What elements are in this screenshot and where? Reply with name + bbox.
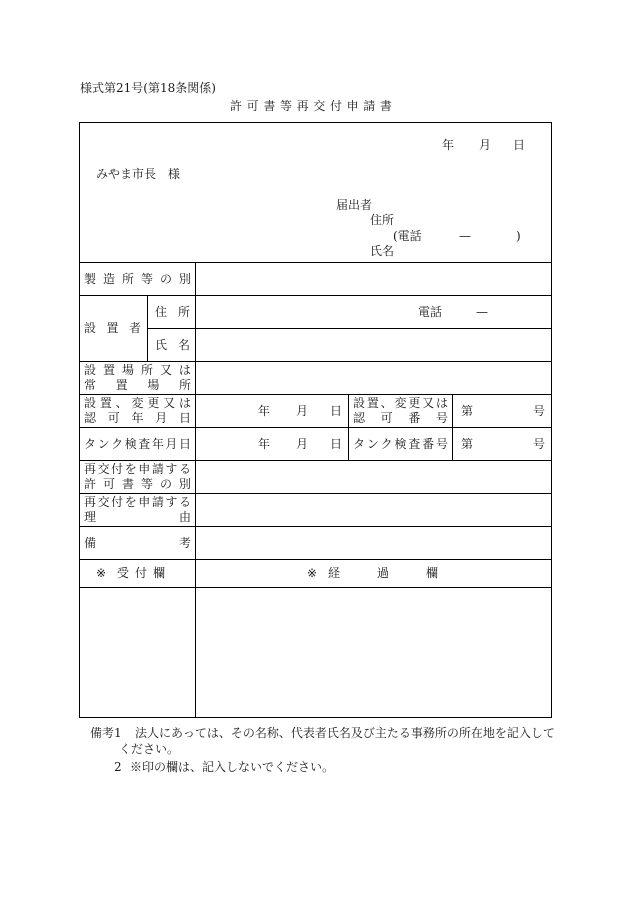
- tank-date-day-label: 日: [330, 437, 343, 451]
- permit-number-label-line2: [353, 411, 448, 426]
- label-glyph: 付: [111, 462, 124, 476]
- facility-type-label-cell: [79, 262, 196, 296]
- applicant-label: 届出者: [336, 198, 373, 212]
- label-glyph: 交: [97, 495, 110, 509]
- facility-type-label: [84, 272, 191, 287]
- label-glyph: を: [124, 495, 137, 509]
- addressee: みやま市長 様: [96, 167, 181, 181]
- installer-label: [84, 321, 141, 336]
- label-glyph: 検: [124, 436, 137, 451]
- progress-box: [195, 587, 552, 718]
- reissue-reason-field: [195, 493, 552, 527]
- permit-number-suffix: 号: [533, 404, 546, 418]
- reissue-reason-label-line1: [84, 495, 191, 510]
- label-glyph: 年: [131, 411, 144, 425]
- label-glyph: 設: [84, 396, 97, 410]
- label-glyph: 、: [115, 396, 128, 410]
- note1-number: 備考1: [90, 726, 122, 740]
- label-glyph: 請: [363, 99, 376, 113]
- label-glyph: 号: [435, 436, 448, 451]
- progress-header-cell: [195, 559, 552, 588]
- label-glyph: 又: [159, 363, 172, 377]
- tank-date-label: [84, 437, 191, 452]
- label-glyph: タ: [84, 436, 97, 451]
- installer-address-label: [155, 305, 190, 320]
- label-glyph: 又: [163, 396, 176, 410]
- permit-date-day-label: 日: [330, 404, 343, 418]
- remarks-label-cell: [79, 526, 196, 560]
- tank-date-month-label: 月: [296, 437, 309, 451]
- label-glyph: 検: [394, 436, 407, 451]
- label-glyph: 住: [155, 304, 168, 319]
- date-day-label: 日: [513, 138, 526, 152]
- progress-mark: ※: [307, 566, 318, 580]
- label-glyph: 常: [84, 378, 97, 392]
- progress-label: [328, 566, 438, 580]
- permit-number-label-cell: [348, 394, 453, 428]
- installer-name-label-cell: [147, 328, 196, 362]
- permit-number-field: [452, 394, 552, 428]
- label-glyph: の: [159, 477, 172, 491]
- permit-number-label-line1: [353, 396, 448, 411]
- label-glyph: 許: [230, 99, 243, 113]
- label-glyph: 号: [435, 411, 448, 425]
- label-glyph: 申: [138, 495, 151, 509]
- tank-number-prefix: 第: [461, 437, 474, 451]
- label-glyph: 所: [177, 304, 190, 319]
- label-glyph: 設: [84, 363, 97, 377]
- permit-date-year-label: 年: [258, 404, 271, 418]
- applicant-phone-dash: —: [459, 229, 471, 243]
- label-glyph: 過: [376, 566, 389, 580]
- label-glyph: 場: [121, 363, 134, 377]
- label-glyph: 置: [99, 396, 112, 410]
- label-glyph: 認: [353, 411, 366, 425]
- installer-phone-dash: —: [476, 305, 488, 319]
- label-glyph: 置: [102, 363, 115, 377]
- reissue-document-label-cell: [79, 460, 196, 494]
- label-glyph: ク: [380, 436, 393, 451]
- label-glyph: 考: [178, 535, 191, 550]
- reception-header-cell: [79, 559, 196, 588]
- permit-date-label-cell: [79, 394, 196, 428]
- label-glyph: 認: [84, 411, 97, 425]
- installer-address-field: [195, 295, 552, 329]
- reissue-reason-label-line2: [84, 510, 191, 525]
- label-glyph: 別: [178, 477, 191, 491]
- header-section: [79, 122, 552, 263]
- tank-date-label-cell: [79, 427, 196, 461]
- tank-date-field: [195, 427, 349, 461]
- label-glyph: 変: [394, 396, 407, 410]
- label-glyph: 書: [263, 99, 276, 113]
- label-glyph: 交: [97, 462, 110, 476]
- label-glyph: 等: [140, 477, 153, 491]
- label-glyph: 番: [408, 411, 421, 425]
- label-glyph: タ: [353, 436, 366, 451]
- label-glyph: る: [178, 462, 191, 476]
- reissue-document-label-line1: [84, 462, 191, 477]
- applicant-name-label: 氏名: [370, 244, 395, 258]
- permit-number-prefix: 第: [461, 404, 474, 418]
- label-glyph: 再: [296, 99, 309, 113]
- location-label-cell: [79, 361, 196, 395]
- label-glyph: 可: [380, 411, 393, 425]
- label-glyph: す: [165, 495, 178, 509]
- label-glyph: 更: [408, 396, 421, 410]
- label-glyph: 等: [140, 271, 153, 286]
- label-glyph: 番: [422, 436, 435, 451]
- tank-number-suffix: 号: [533, 437, 546, 451]
- label-glyph: 由: [178, 510, 191, 524]
- label-glyph: 欄: [425, 566, 438, 580]
- tank-date-year-label: 年: [258, 437, 271, 451]
- label-glyph: る: [178, 495, 191, 509]
- label-glyph: の: [159, 271, 172, 286]
- label-glyph: 請: [151, 462, 164, 476]
- tank-number-label-cell: [348, 427, 453, 461]
- permit-date-label-line2: [84, 411, 191, 426]
- label-glyph: 場: [147, 378, 160, 392]
- form-number: 様式第21号(第18条関係): [80, 81, 216, 95]
- label-glyph: 書: [379, 99, 392, 113]
- location-label-line2: [84, 378, 191, 393]
- note1-line1: 法人にあっては、その名称、代表者氏名及び主たる事務所の所在地を記入して: [135, 726, 555, 740]
- tank-number-label: [353, 437, 448, 452]
- remarks-field: [195, 526, 552, 560]
- label-glyph: 製: [84, 271, 97, 286]
- reception-label: [117, 566, 165, 580]
- label-glyph: ク: [111, 436, 124, 451]
- label-glyph: 所: [140, 363, 153, 377]
- reception-mark: ※: [96, 566, 107, 580]
- label-glyph: 申: [346, 99, 359, 113]
- label-glyph: す: [165, 462, 178, 476]
- reception-box: [79, 587, 196, 718]
- date-year-label: 年: [442, 138, 455, 152]
- installer-name-field: [195, 328, 552, 362]
- label-glyph: 造: [102, 271, 115, 286]
- tank-number-field: [452, 427, 552, 461]
- applicant-phone-label: (電話: [393, 229, 422, 243]
- label-glyph: 所: [178, 378, 191, 392]
- label-glyph: 氏: [155, 337, 168, 352]
- label-glyph: 又: [422, 396, 435, 410]
- label-glyph: を: [124, 462, 137, 476]
- label-glyph: 別: [178, 271, 191, 286]
- note1-line2: ください。: [119, 742, 180, 756]
- label-glyph: 理: [84, 510, 97, 524]
- label-glyph: 請: [151, 495, 164, 509]
- label-glyph: 名: [177, 337, 190, 352]
- label-glyph: 年: [151, 436, 164, 451]
- label-glyph: 付: [134, 566, 147, 580]
- reissue-document-field: [195, 460, 552, 494]
- label-glyph: 者: [128, 321, 141, 335]
- permit-date-label-line1: [84, 396, 191, 411]
- label-glyph: 置: [106, 321, 119, 335]
- location-field: [195, 361, 552, 395]
- date-month-label: 月: [479, 138, 492, 152]
- label-glyph: は: [435, 396, 448, 410]
- label-glyph: は: [178, 363, 191, 377]
- label-glyph: 付: [329, 99, 342, 113]
- label-glyph: 月: [165, 436, 178, 451]
- label-glyph: 置: [366, 396, 379, 410]
- installer-label-cell: [79, 295, 148, 362]
- facility-type-field: [195, 262, 552, 296]
- label-glyph: 変: [131, 396, 144, 410]
- permit-date-month-label: 月: [296, 404, 309, 418]
- label-glyph: 付: [111, 495, 124, 509]
- label-glyph: 査: [408, 436, 421, 451]
- label-glyph: 日: [178, 436, 191, 451]
- label-glyph: 可: [107, 411, 120, 425]
- label-glyph: 更: [147, 396, 160, 410]
- label-glyph: 受: [117, 566, 130, 580]
- label-glyph: 日: [178, 411, 191, 425]
- label-glyph: 備: [84, 535, 97, 550]
- label-glyph: 月: [155, 411, 168, 425]
- label-glyph: 所: [121, 271, 134, 286]
- note2-number: 2: [114, 760, 122, 774]
- label-glyph: 等: [279, 99, 292, 113]
- reissue-document-label-line2: [84, 477, 191, 492]
- label-glyph: は: [178, 396, 191, 410]
- remarks-label: [84, 536, 191, 551]
- installer-phone-label: 電話: [418, 305, 443, 319]
- installer-name-label: [155, 338, 190, 353]
- label-glyph: 査: [138, 436, 151, 451]
- note2-line1: ※印の欄は、記入しないでください。: [130, 760, 335, 774]
- label-glyph: 書: [121, 477, 134, 491]
- label-glyph: 再: [84, 462, 97, 476]
- label-glyph: 可: [246, 99, 259, 113]
- label-glyph: 許: [84, 477, 97, 491]
- location-label-line1: [84, 363, 191, 378]
- reissue-reason-label-cell: [79, 493, 196, 527]
- label-glyph: 申: [138, 462, 151, 476]
- label-glyph: 経: [328, 566, 341, 580]
- label-glyph: ン: [366, 436, 379, 451]
- label-glyph: 置: [115, 378, 128, 392]
- label-glyph: 交: [313, 99, 326, 113]
- permit-date-field: [195, 394, 349, 428]
- installer-address-label-cell: [147, 295, 196, 329]
- label-glyph: 、: [380, 396, 393, 410]
- label-glyph: 可: [102, 477, 115, 491]
- label-glyph: 設: [353, 396, 366, 410]
- applicant-address-label: 住所: [370, 213, 395, 227]
- label-glyph: 設: [84, 321, 97, 335]
- form-title: [230, 99, 392, 113]
- applicant-phone-close: ): [516, 229, 521, 243]
- application-table: [79, 122, 552, 718]
- label-glyph: 欄: [152, 566, 165, 580]
- label-glyph: 再: [84, 495, 97, 509]
- label-glyph: ン: [97, 436, 110, 451]
